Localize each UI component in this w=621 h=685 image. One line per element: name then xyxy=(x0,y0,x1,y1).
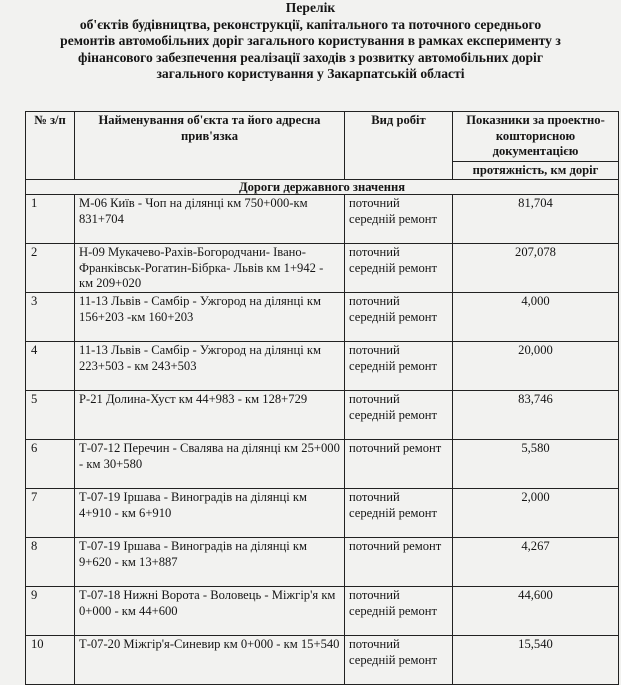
row-name: Т-07-20 Міжгір'я-Синевир км 0+000 - км 15+540 xyxy=(75,636,345,685)
row-work: поточний середній ремонт xyxy=(345,636,453,685)
row-length: 4,267 xyxy=(453,538,619,587)
header-work: Вид робіт xyxy=(345,112,453,180)
row-name: Н-09 Мукачево-Рахів-Богородчани- Івано-Франківськ-Рогатин-Бібрка- Львів км 1+942 - км 209+020 xyxy=(75,244,345,293)
row-work: поточний ремонт xyxy=(345,538,453,587)
row-work: поточний середній ремонт xyxy=(345,293,453,342)
header-num: № з/п xyxy=(26,112,75,180)
title-line-4: фінансового забезпечення реалізації заходів з розвитку автомобільних доріг xyxy=(77,49,544,65)
row-work: поточний середній ремонт xyxy=(345,391,453,440)
row-work: поточний середній ремонт xyxy=(345,244,453,293)
document-title xyxy=(20,0,601,83)
roads-table xyxy=(25,111,619,685)
row-length: 83,746 xyxy=(453,391,619,440)
header-indicators: Показники за проектно-кошторисною документацією xyxy=(453,112,619,162)
row-length: 81,704 xyxy=(453,195,619,244)
table-row xyxy=(26,538,619,587)
table-row xyxy=(26,391,619,440)
row-num: 7 xyxy=(26,489,75,538)
title-line-3: ремонтів автомобільних доріг загального користування в рамках експерименту з xyxy=(60,33,561,48)
row-length: 4,000 xyxy=(453,293,619,342)
row-num: 2 xyxy=(26,244,75,293)
title-line-2: об'єктів будівництва, реконструкції, капітального та поточного середнього xyxy=(79,16,542,32)
row-num: 4 xyxy=(26,342,75,391)
row-work: поточний ремонт xyxy=(345,440,453,489)
row-work: поточний середній ремонт xyxy=(345,342,453,391)
row-num: 5 xyxy=(26,391,75,440)
row-name: Р-21 Долина-Хуст км 44+983 - км 128+729 xyxy=(75,391,345,440)
row-work: поточний середній ремонт xyxy=(345,587,453,636)
title-line-1: Перелік xyxy=(285,0,336,15)
table-row xyxy=(26,587,619,636)
header-name: Найменування об'єкта та його адресна прив'язка xyxy=(75,112,345,180)
row-length: 15,540 xyxy=(453,636,619,685)
row-work: поточний середній ремонт xyxy=(345,195,453,244)
table-row xyxy=(26,440,619,489)
row-num: 8 xyxy=(26,538,75,587)
header-length: протяжність, км доріг xyxy=(453,162,619,180)
row-name: Т-07-19 Іршава - Виноградів на ділянці км 9+620 - км 13+887 xyxy=(75,538,345,587)
row-length: 44,600 xyxy=(453,587,619,636)
row-name: 11-13 Львів - Самбір - Ужгород на ділянці км 156+203 -км 160+203 xyxy=(75,293,345,342)
row-name: Т-07-19 Іршава - Виноградів на ділянці км 4+910 - км 6+910 xyxy=(75,489,345,538)
row-num: 10 xyxy=(26,636,75,685)
row-work: поточний середній ремонт xyxy=(345,489,453,538)
row-num: 3 xyxy=(26,293,75,342)
row-num: 1 xyxy=(26,195,75,244)
title-line-5: загального користування у Закарпатській області xyxy=(156,66,465,81)
row-length: 20,000 xyxy=(453,342,619,391)
row-length: 2,000 xyxy=(453,489,619,538)
row-name: Т-07-12 Перечин - Свалява на ділянці км 25+000 - км 30+580 xyxy=(75,440,345,489)
row-length: 207,078 xyxy=(453,244,619,293)
section-state-roads: Дороги державного значення xyxy=(26,180,619,195)
row-num: 9 xyxy=(26,587,75,636)
row-name: Т-07-18 Нижні Ворота - Воловець - Міжгір'я км 0+000 - км 44+600 xyxy=(75,587,345,636)
table-row xyxy=(26,293,619,342)
table-row xyxy=(26,195,619,244)
row-name: М-06 Київ - Чоп на ділянці км 750+000-км 831+704 xyxy=(75,195,345,244)
table-row xyxy=(26,244,619,293)
table-row xyxy=(26,489,619,538)
table-row xyxy=(26,342,619,391)
row-num: 6 xyxy=(26,440,75,489)
table-row xyxy=(26,636,619,685)
row-length: 5,580 xyxy=(453,440,619,489)
row-name: 11-13 Львів - Самбір - Ужгород на ділянці км 223+503 - км 243+503 xyxy=(75,342,345,391)
